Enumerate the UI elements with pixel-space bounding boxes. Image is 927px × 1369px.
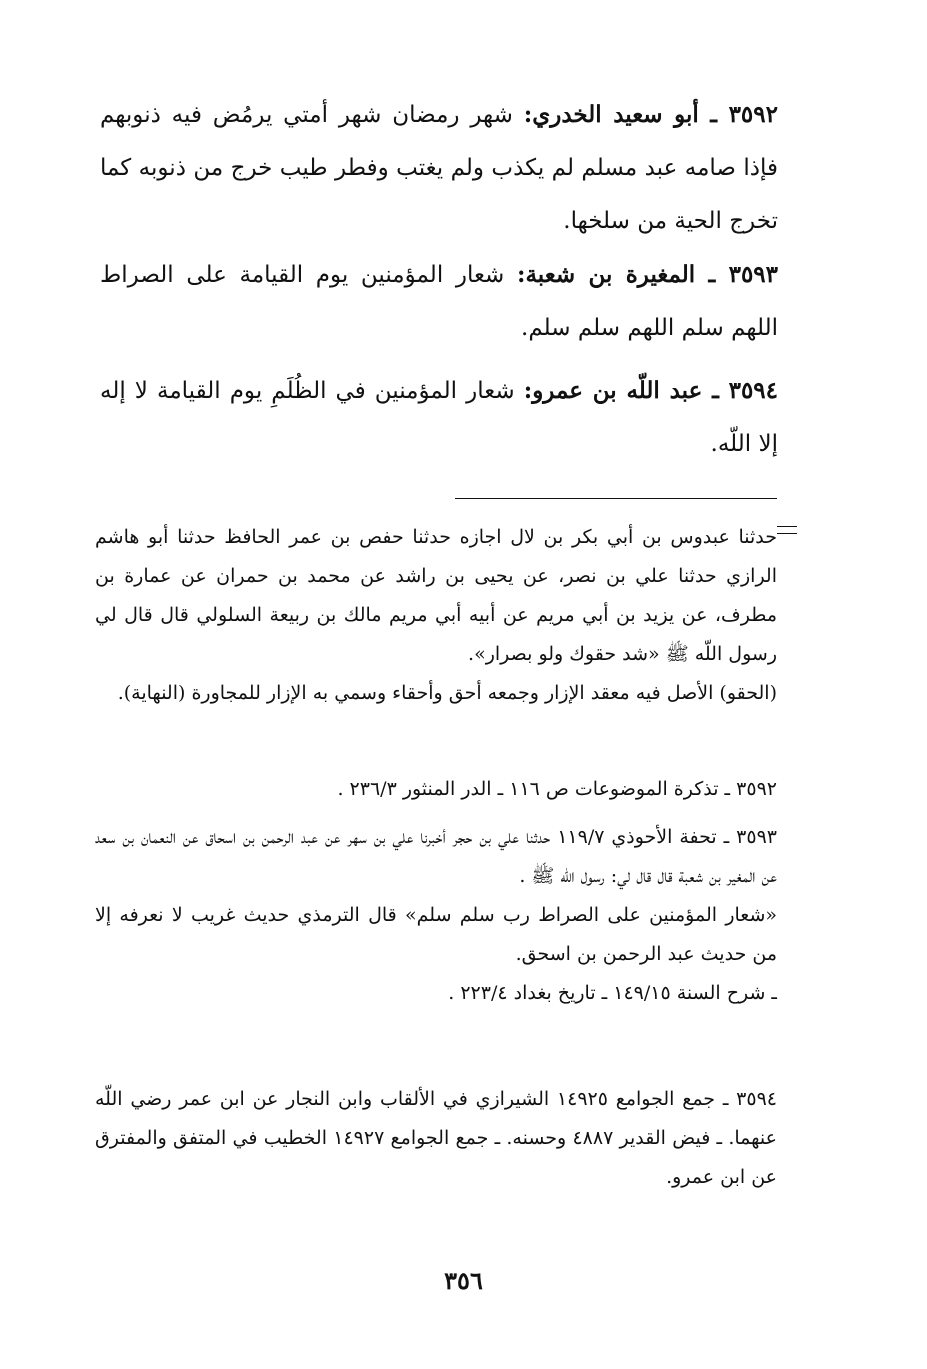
footnote-3593 [95, 818, 777, 1013]
footnote-text: ٣٥٩٣ ـ تحفة الأحوذي ١١٩/٧ حدثنا علي بن حجر أخبرنا علي بن سهر عن عبد الرحمن بن اسحاق عن النعمان بن سعد عن المغير بن شعبة قال قال لي: رسول اللّه ﷺ . [95, 826, 777, 887]
page-number: ٣٥٦ [444, 1266, 483, 1295]
hadith-entry-3592 [100, 88, 778, 248]
footnote-text: (الحقو) الأصل فيه معقد الإزار وجمعه أحق وأحقاء وسمي به الإزار للمجاورة (النهاية). [117, 682, 777, 704]
footnote-3594 [95, 1080, 777, 1197]
entry-text: شعار المؤمنين يوم القيامة على الصراط اللهم سلم اللهم سلم سلم. [100, 262, 778, 341]
continuation-mark [777, 526, 797, 540]
entry-text: شهر رمضان شهر أمتي يرمُض فيه ذنوبهم فإذا صامه عبد مسلم لم يكذب ولم يغتب وفطر طيب خرج من ذنوبه كما تخرج الحية من سلخها. [100, 102, 778, 234]
entry-number-narrator: ٣٥٩٢ ـ أبو سعيد الخدري: [523, 101, 778, 128]
footnote-text: ٣٥٩٤ ـ جمع الجوامع ١٤٩٢٥ الشيرازي في الألقاب وابن النجار عن ابن عمر رضي اللّه عنهما. ـ فيض القدير ٤٨٨٧ وحسنه. ـ جمع الجوامع ١٤٩٢٧ الخطيب في المتفق والمفترق عن ابن عمرو. [95, 1088, 777, 1188]
footnote-separator [455, 498, 777, 499]
footnote-text: «شعار المؤمنين على الصراط رب سلم سلم» قال الترمذي حديث غريب لا نعرفه إلا من حديث عبد الرحمن بن اسحق. [95, 904, 777, 965]
footnote-continuation [95, 518, 777, 713]
footnote-text: حدثنا عبدوس بن أبي بكر بن لال اجازه حدثنا حفص بن عمر الحافظ حدثنا أبو هاشم الرازي حدثنا علي بن نصر، عن يحيى بن راشد عن محمد بن حمران عن عمارة بن مطرف، عن يزيد بن أبي مريم عن أبيه أبي مريم مالك بن ربيعة السلولي قال قال لي رسول اللّه ﷺ «شد حقوك ولو بصرار». [95, 526, 777, 665]
hadith-entry-3593 [100, 248, 778, 355]
footnote-text: ٣٥٩٢ ـ تذكرة الموضوعات ص ١١٦ ـ الدر المنثور ٢٣٦/٣ . [337, 778, 777, 800]
hadith-entry-3594 [100, 364, 778, 471]
entry-number-narrator: ٣٥٩٤ ـ عبد اللّه بن عمرو: [523, 377, 779, 404]
entry-number-narrator: ٣٥٩٣ ـ المغيرة بن شعبة: [516, 261, 779, 288]
footnote-3592 [95, 770, 777, 809]
footnote-text: ـ شرح السنة ١٤٩/١٥ ـ تاريخ بغداد ٢٢٣/٤ . [448, 982, 777, 1004]
entry-text: شعار المؤمنين في الظُلَمِ يوم القيامة لا إله إلا اللّه. [100, 378, 778, 457]
